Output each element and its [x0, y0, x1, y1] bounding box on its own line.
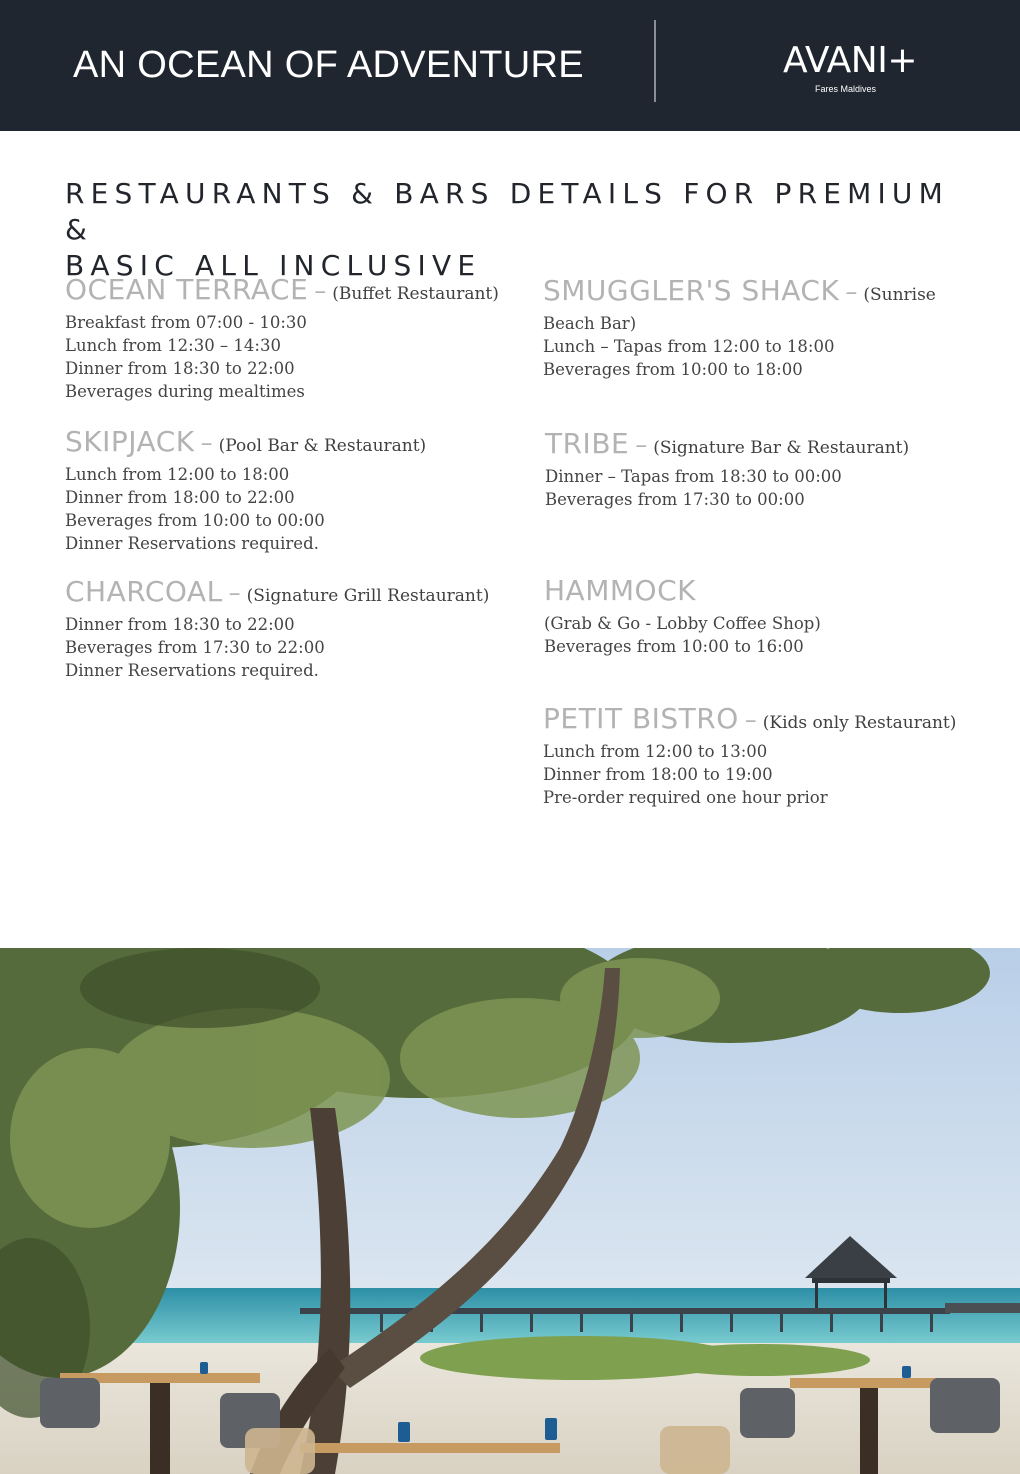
- venue-dash: –: [845, 278, 858, 306]
- venue-detail-line: Beverages during mealtimes: [65, 382, 305, 401]
- venue-dash: –: [314, 277, 327, 305]
- venue-detail-line: Lunch from 12:00 to 18:00: [65, 465, 290, 484]
- venue-detail-line: Dinner – Tapas from 18:30 to 00:00: [545, 467, 842, 486]
- logo-location: Fares Maldives: [815, 84, 877, 94]
- venue-detail-line: Beverages from 10:00 to 00:00: [65, 511, 325, 530]
- brand-logo: [783, 40, 923, 100]
- venue-heading: [65, 576, 489, 613]
- venue-name: HAMMOCK: [544, 574, 696, 607]
- venue-type: (Kids only Restaurant): [762, 713, 957, 733]
- venue-detail-line: Dinner from 18:30 to 22:00: [65, 359, 295, 378]
- venue-detail-line: Dinner from 18:30 to 22:00: [65, 615, 295, 634]
- venue-name: OCEAN TERRACE: [65, 273, 309, 306]
- page-title: [65, 176, 965, 284]
- venue-dash: –: [744, 706, 757, 734]
- venue-detail-line: Beach Bar): [543, 314, 637, 333]
- venue-detail-line: Dinner Reservations required.: [65, 534, 319, 553]
- venue-detail-line: (Grab & Go - Lobby Coffee Shop): [544, 614, 821, 633]
- venue-smugglers-shack: [543, 275, 936, 381]
- venue-detail-line: Beverages from 10:00 to 16:00: [544, 637, 804, 656]
- venue-type: (Signature Grill Restaurant): [246, 586, 490, 606]
- logo-wordmark: AVANI+: [783, 40, 917, 81]
- header-bar: [0, 0, 1020, 131]
- resort-beach-photo: [0, 948, 1020, 1474]
- venue-detail-line: Dinner from 18:00 to 22:00: [65, 488, 295, 507]
- venue-dash: –: [228, 579, 241, 607]
- venue-name: SKIPJACK: [65, 425, 195, 458]
- venue-detail-line: Lunch – Tapas from 12:00 to 18:00: [543, 337, 835, 356]
- beach-scene-illustration: [0, 948, 1020, 1474]
- venue-heading: [544, 575, 821, 612]
- page-title-line-1: RESTAURANTS & BARS DETAILS FOR PREMIUM &: [65, 177, 949, 246]
- venue-detail-line: Dinner Reservations required.: [65, 661, 319, 680]
- venue-heading: [545, 428, 909, 465]
- page-title-line-2: BASIC ALL INCLUSIVE: [65, 249, 482, 282]
- venue-detail-line: Breakfast from 07:00 - 10:30: [65, 313, 307, 332]
- venue-detail-line: Beverages from 10:00 to 18:00: [543, 360, 803, 379]
- venue-name: SMUGGLER'S SHACK: [543, 274, 840, 307]
- venue-type: (Pool Bar & Restaurant): [218, 436, 427, 456]
- venue-ocean-terrace: [65, 274, 499, 403]
- venue-heading: [543, 275, 936, 312]
- venue-type: (Sunrise: [863, 285, 936, 305]
- header-divider: [654, 20, 656, 102]
- header-title: AN OCEAN OF ADVENTURE: [73, 44, 584, 86]
- venue-detail-line: Pre-order required one hour prior: [543, 788, 828, 807]
- venue-skipjack: [65, 426, 426, 555]
- venue-type: (Signature Bar & Restaurant): [653, 438, 910, 458]
- venue-hammock: [544, 575, 821, 658]
- venue-dash: –: [635, 431, 648, 459]
- venue-type: (Buffet Restaurant): [332, 284, 499, 304]
- venue-dash: –: [200, 429, 213, 457]
- venue-detail-line: Beverages from 17:30 to 22:00: [65, 638, 325, 657]
- venue-heading: [543, 703, 956, 740]
- venue-charcoal: [65, 576, 489, 682]
- venue-detail-line: Beverages from 17:30 to 00:00: [545, 490, 805, 509]
- venue-name: CHARCOAL: [65, 575, 223, 608]
- venue-name: PETIT BISTRO: [543, 702, 739, 735]
- venue-detail-line: Lunch from 12:00 to 13:00: [543, 742, 768, 761]
- venue-tribe: [545, 428, 909, 511]
- venue-name: TRIBE: [545, 427, 630, 460]
- venue-detail-line: Lunch from 12:30 – 14:30: [65, 336, 281, 355]
- venue-detail-line: Dinner from 18:00 to 19:00: [543, 765, 773, 784]
- venue-heading: [65, 274, 499, 311]
- venue-petit-bistro: [543, 703, 956, 809]
- venue-heading: [65, 426, 426, 463]
